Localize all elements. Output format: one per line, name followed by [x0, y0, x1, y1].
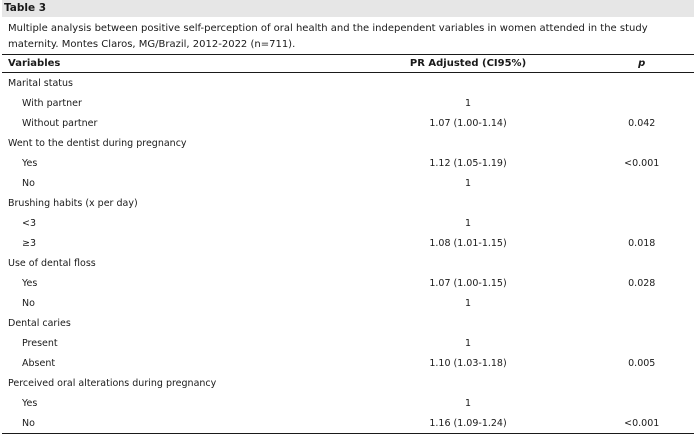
table-row: [2, 193, 694, 213]
row-variable: Went to the dentist during pregnancy: [8, 137, 187, 149]
table-row: [2, 153, 694, 173]
row-variable: Marital status: [8, 77, 73, 89]
table-row: [2, 393, 694, 413]
header-row: [2, 55, 694, 73]
table-header: [2, 55, 694, 73]
row-variable: Yes: [22, 157, 38, 169]
row-p: [590, 333, 695, 353]
table-row: [2, 253, 694, 273]
header-pr-adjusted: PR Adjusted (CI95%): [347, 55, 590, 73]
row-variable: Without partner: [22, 117, 98, 129]
row-p: [590, 373, 695, 393]
row-pr: [347, 193, 590, 213]
row-pr: 1.07 (1.00-1.15): [429, 277, 507, 289]
row-pr: [347, 373, 590, 393]
row-variable: Yes: [22, 277, 38, 289]
row-variable: No: [22, 177, 35, 189]
row-variable: No: [22, 297, 35, 309]
row-p: [590, 173, 695, 193]
row-p: [590, 253, 695, 273]
row-variable: Dental caries: [8, 317, 71, 329]
row-pr: 1.12 (1.05-1.19): [429, 157, 507, 169]
row-p: [590, 93, 695, 113]
row-variable: ≥3: [22, 237, 37, 249]
row-p: 0.028: [628, 277, 656, 289]
table-row: [2, 233, 694, 253]
results-table: [2, 54, 694, 434]
row-pr: 1: [465, 177, 472, 189]
row-pr: 1: [465, 297, 472, 309]
table-row: [2, 73, 694, 94]
table-row: [2, 133, 694, 153]
row-p: 0.042: [628, 117, 656, 129]
row-p: [590, 293, 695, 313]
table-row: [2, 333, 694, 353]
table-row: [2, 93, 694, 113]
row-p: <0.001: [624, 157, 660, 169]
row-pr: 1: [465, 97, 472, 109]
row-variable: <3: [22, 217, 37, 229]
table-row: [2, 353, 694, 373]
table-row: [2, 413, 694, 434]
row-pr: 1.16 (1.09-1.24): [347, 413, 590, 434]
row-pr: [347, 253, 590, 273]
row-p: [590, 393, 695, 413]
row-variable: No: [2, 413, 347, 434]
table-label: Table 3: [2, 0, 694, 17]
table-body: [2, 73, 694, 434]
row-pr: [347, 73, 590, 94]
row-pr: 1.10 (1.03-1.18): [429, 357, 507, 369]
row-variable: Present: [22, 337, 58, 349]
row-p: 0.005: [628, 357, 656, 369]
row-variable: Absent: [22, 357, 56, 369]
row-p: [590, 213, 695, 233]
row-p: [590, 313, 695, 333]
row-pr: 1.08 (1.01-1.15): [429, 237, 507, 249]
table-row: [2, 273, 694, 293]
row-p: [590, 193, 695, 213]
row-p: <0.001: [590, 413, 695, 434]
row-pr: [347, 313, 590, 333]
row-p: [590, 73, 695, 94]
table-row: [2, 173, 694, 193]
row-pr: 1: [465, 217, 472, 229]
row-pr: 1: [465, 397, 472, 409]
table-caption: Multiple analysis between positive self-perception of oral health and the independent variables in women attended in the study maternity. Montes Claros, MG/Brazil, 2012-2022 (n=711).: [8, 23, 648, 50]
row-variable: Perceived oral alterations during pregnancy: [8, 377, 217, 389]
header-variables: Variables: [2, 55, 347, 73]
row-pr: [347, 133, 590, 153]
row-p: 0.018: [628, 237, 656, 249]
table-container: [2, 54, 694, 434]
table-row: [2, 113, 694, 133]
row-variable: With partner: [22, 97, 82, 109]
table-row: [2, 313, 694, 333]
row-variable: Brushing habits (x per day): [8, 197, 138, 209]
row-pr: 1: [465, 337, 472, 349]
row-p: [590, 133, 695, 153]
row-pr: 1.07 (1.00-1.14): [429, 117, 507, 129]
table-row: [2, 213, 694, 233]
table-row: [2, 293, 694, 313]
row-variable: Use of dental floss: [8, 257, 96, 269]
header-p-value: p: [590, 55, 695, 73]
table-row: [2, 373, 694, 393]
row-variable: Yes: [22, 397, 38, 409]
